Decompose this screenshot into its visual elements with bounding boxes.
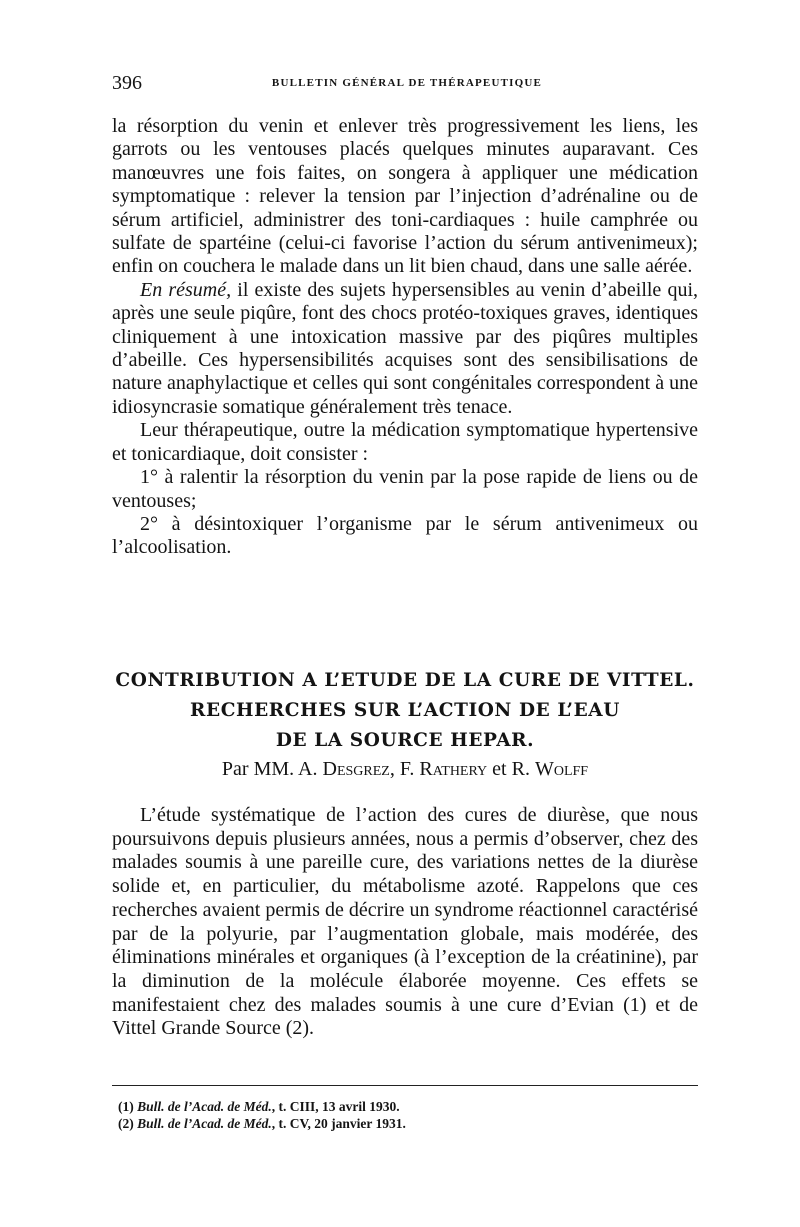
footnote-2-details: , t. CV, 20 janvier 1931. (271, 1116, 406, 1131)
list-item-1: 1° à ralentir la résorption du venin par la pose rapide de liens ou de ventouses; (112, 466, 698, 512)
footnote-1-details: , t. CIII, 13 avril 1930. (271, 1099, 400, 1114)
footnote-1-source: Bull. de l’Acad. de Méd. (137, 1099, 272, 1114)
article-title-line-1: CONTRIBUTION A L’ETUDE DE LA CURE DE VITTEL. (115, 670, 695, 691)
summary-lead: En résumé, (140, 278, 232, 301)
article-intro-paragraph: L’étude systématique de l’action des cures de diurèse, que nous poursuivons depuis plusieurs années, nous a permis d’observer, chez des malades soumis à une pareille cure, des variations nettes de la diurèse solide et, en particulier, du métabolisme azoté. Rappelons que ces recherches avaient permis de décrire un syndrome réactionnel caractérisé par de la polyurie, par l’augmentation globale, mais modérée, des éliminations minérales et organiques (à l’exception de la créatinine), par la diminution de la molécule élaborée moyenne. Ces effets se manifestaient chez des malades soumis à une cure d’Evian (1) et de Vittel Grande Source (2). (112, 804, 698, 1040)
footnote-1-number: (1) (118, 1099, 138, 1114)
paragraph-therapy: Leur thérapeutique, outre la médication symptomatique hypertensive et tonicardiaque, doit consister : (112, 419, 698, 465)
author-wolff: Wolff (534, 758, 589, 780)
footnote-2 (118, 1115, 698, 1132)
footnote-1 (118, 1098, 698, 1115)
continued-section (112, 115, 698, 560)
footnote-2-number: (2) (118, 1116, 138, 1131)
article-title (112, 666, 698, 756)
running-title: BULLETIN GÉNÉRAL DE THÉRAPEUTIQUE (271, 77, 543, 89)
article-body (112, 804, 698, 1041)
footnote-divider (112, 1085, 698, 1086)
page-number: 396 (112, 72, 142, 94)
authors-separator-2: et R. (487, 758, 535, 780)
footnotes (118, 1098, 698, 1132)
page-header (112, 72, 702, 94)
list-item-2: 2° à désintoxiquer l’organisme par le sérum antivenimeux ou l’alcoolisation. (112, 512, 698, 559)
footnote-2-source: Bull. de l’Acad. de Méd. (137, 1116, 272, 1131)
paragraph-summary (112, 279, 698, 419)
author-desgrez: Desgrez (322, 758, 390, 780)
paragraph-treatment: la résorption du venin et enlever très progressivement les liens, les garrots ou les ventouses placés quelques minutes auparavant. Ces manœuvres une fois faites, on songera à appliquer une médication symptomatique : relever la tension par l’injection d’adrénaline ou de sérum artificiel, administrer des toni-cardiaques : huile camphrée ou sulfate de spartéine (celui-ci favorise l’action du sérum antivenimeux); enfin on couchera le malade dans un lit bien chaud, dans une salle aérée. (112, 115, 698, 278)
authors-prefix: Par MM. A. (221, 758, 323, 780)
author-rathery: Rathery (419, 758, 488, 780)
summary-text: il existe des sujets hypersensibles au venin d’abeille qui, après une seule piqûre, font des chocs protéo-toxiques graves, identiques cliniquement à une intoxication massive par des piqûres multiples d’abeille. Ces hypersensibilités acquises sont des sensibilisations de nature anaphylactique et celles qui sont congénitales correspondent à une idiosyncrasie somatique généralement très tenace. (112, 278, 699, 418)
article-title-line-2: RECHERCHES SUR L’ACTION DE L’EAU (190, 700, 620, 721)
article-title-line-3: DE LA SOURCE HEPAR. (275, 730, 535, 751)
authors-separator-1: , F. (389, 758, 420, 780)
article-authors (112, 758, 698, 781)
